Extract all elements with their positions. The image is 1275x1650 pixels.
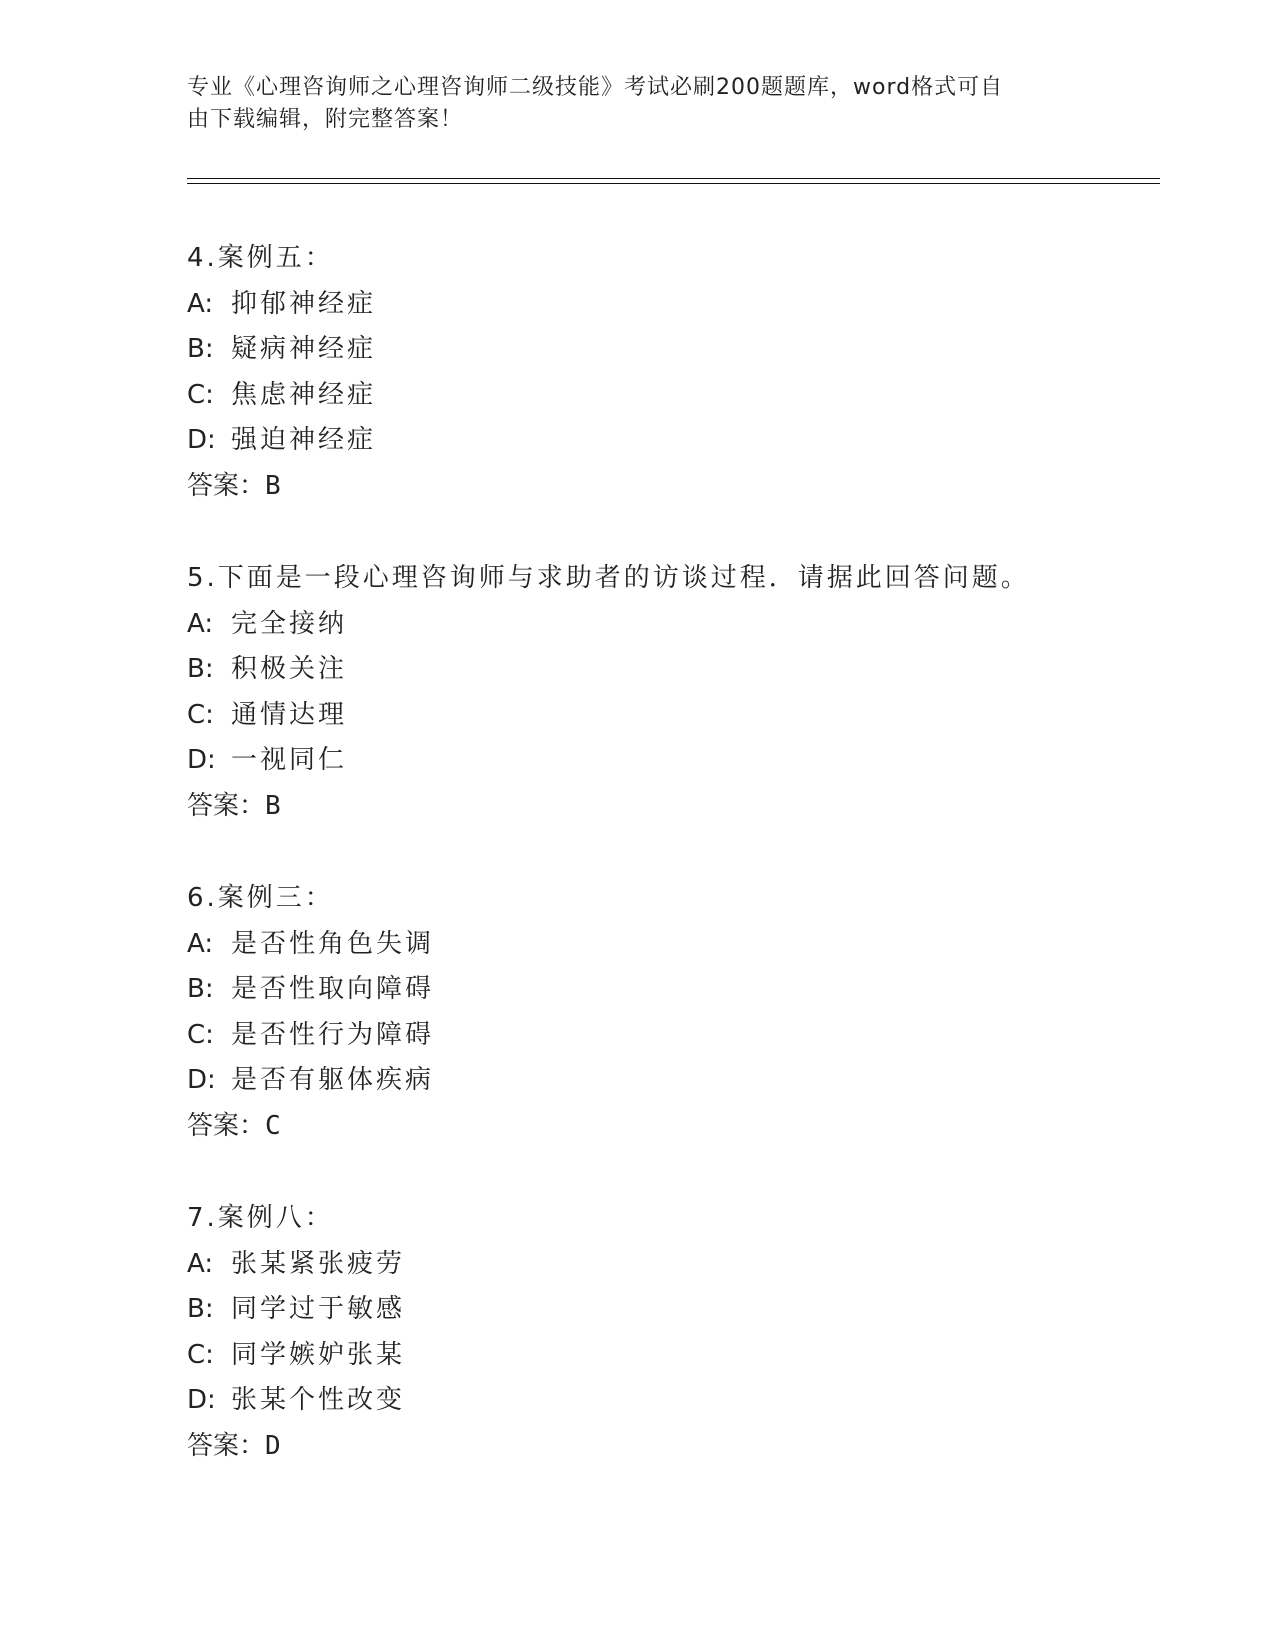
answer-text: 答案：B	[187, 790, 281, 821]
option-text: 同学过于敏感	[231, 1294, 406, 1324]
question-block	[187, 556, 1167, 829]
option-text: 张某紧张疲劳	[231, 1248, 406, 1279]
answer-text: 答案：B	[187, 470, 281, 501]
option-a	[187, 922, 1167, 968]
option-text: 同学嫉妒张某	[231, 1339, 406, 1370]
option-c	[187, 1013, 1167, 1059]
option-label: A:	[187, 288, 214, 319]
option-label: C:	[187, 1339, 214, 1370]
option-text: 通情达理	[231, 699, 348, 730]
header-divider-top	[187, 178, 1160, 179]
option-label: A:	[187, 928, 214, 959]
header-line-1: 专业《心理咨询师之心理咨询师二级技能》考试必刷200题题库，word格式可自	[187, 75, 1004, 100]
option-text: 抑郁神经症	[231, 288, 377, 319]
option-d	[187, 738, 1167, 784]
document-header	[187, 72, 1087, 136]
option-text: 是否性取向障碍	[231, 974, 435, 1004]
option-text: 焦虑神经症	[231, 379, 377, 410]
option-c	[187, 373, 1167, 419]
option-text: 一视同仁	[231, 745, 348, 775]
option-d	[187, 1058, 1167, 1104]
option-label: A:	[187, 608, 214, 639]
option-a	[187, 602, 1167, 648]
question-stem: 4.案例五：	[187, 243, 334, 273]
option-label: C:	[187, 699, 214, 730]
question-stem: 6.案例三：	[187, 883, 334, 913]
option-label: C:	[187, 379, 214, 410]
question-stem: 5.下面是一段心理咨询师与求助者的访谈过程．请据此回答问题。	[187, 563, 1030, 593]
option-d	[187, 1378, 1167, 1424]
answer-text: 答案：C	[187, 1110, 281, 1141]
header-divider-bottom	[187, 183, 1160, 184]
option-text: 张某个性改变	[231, 1385, 406, 1415]
option-text: 完全接纳	[231, 608, 348, 639]
option-a	[187, 1242, 1167, 1288]
answer-text: 答案：D	[187, 1430, 281, 1461]
option-label: A:	[187, 1248, 214, 1279]
option-b	[187, 647, 1167, 693]
option-label: B:	[187, 974, 214, 1004]
option-b	[187, 1287, 1167, 1333]
option-text: 是否有躯体疾病	[231, 1065, 435, 1095]
question-block	[187, 1196, 1167, 1469]
option-c	[187, 1333, 1167, 1379]
option-text: 是否性角色失调	[231, 928, 435, 959]
header-line-2: 由下载编辑，附完整答案！	[187, 107, 464, 132]
question-block	[187, 236, 1167, 509]
option-label: B:	[187, 1294, 214, 1324]
option-text: 是否性行为障碍	[231, 1019, 435, 1050]
option-a	[187, 282, 1167, 328]
option-label: D:	[187, 1385, 216, 1415]
option-d	[187, 418, 1167, 464]
option-b	[187, 327, 1167, 373]
question-block	[187, 876, 1167, 1149]
option-text: 疑病神经症	[231, 334, 377, 364]
option-b	[187, 967, 1167, 1013]
option-label: B:	[187, 334, 214, 364]
option-label: C:	[187, 1019, 214, 1050]
option-text: 积极关注	[231, 654, 348, 684]
option-label: D:	[187, 425, 216, 455]
question-stem: 7.案例八：	[187, 1203, 334, 1233]
option-text: 强迫神经症	[231, 425, 377, 455]
option-label: B:	[187, 654, 214, 684]
option-label: D:	[187, 745, 216, 775]
option-c	[187, 693, 1167, 739]
option-label: D:	[187, 1065, 216, 1095]
